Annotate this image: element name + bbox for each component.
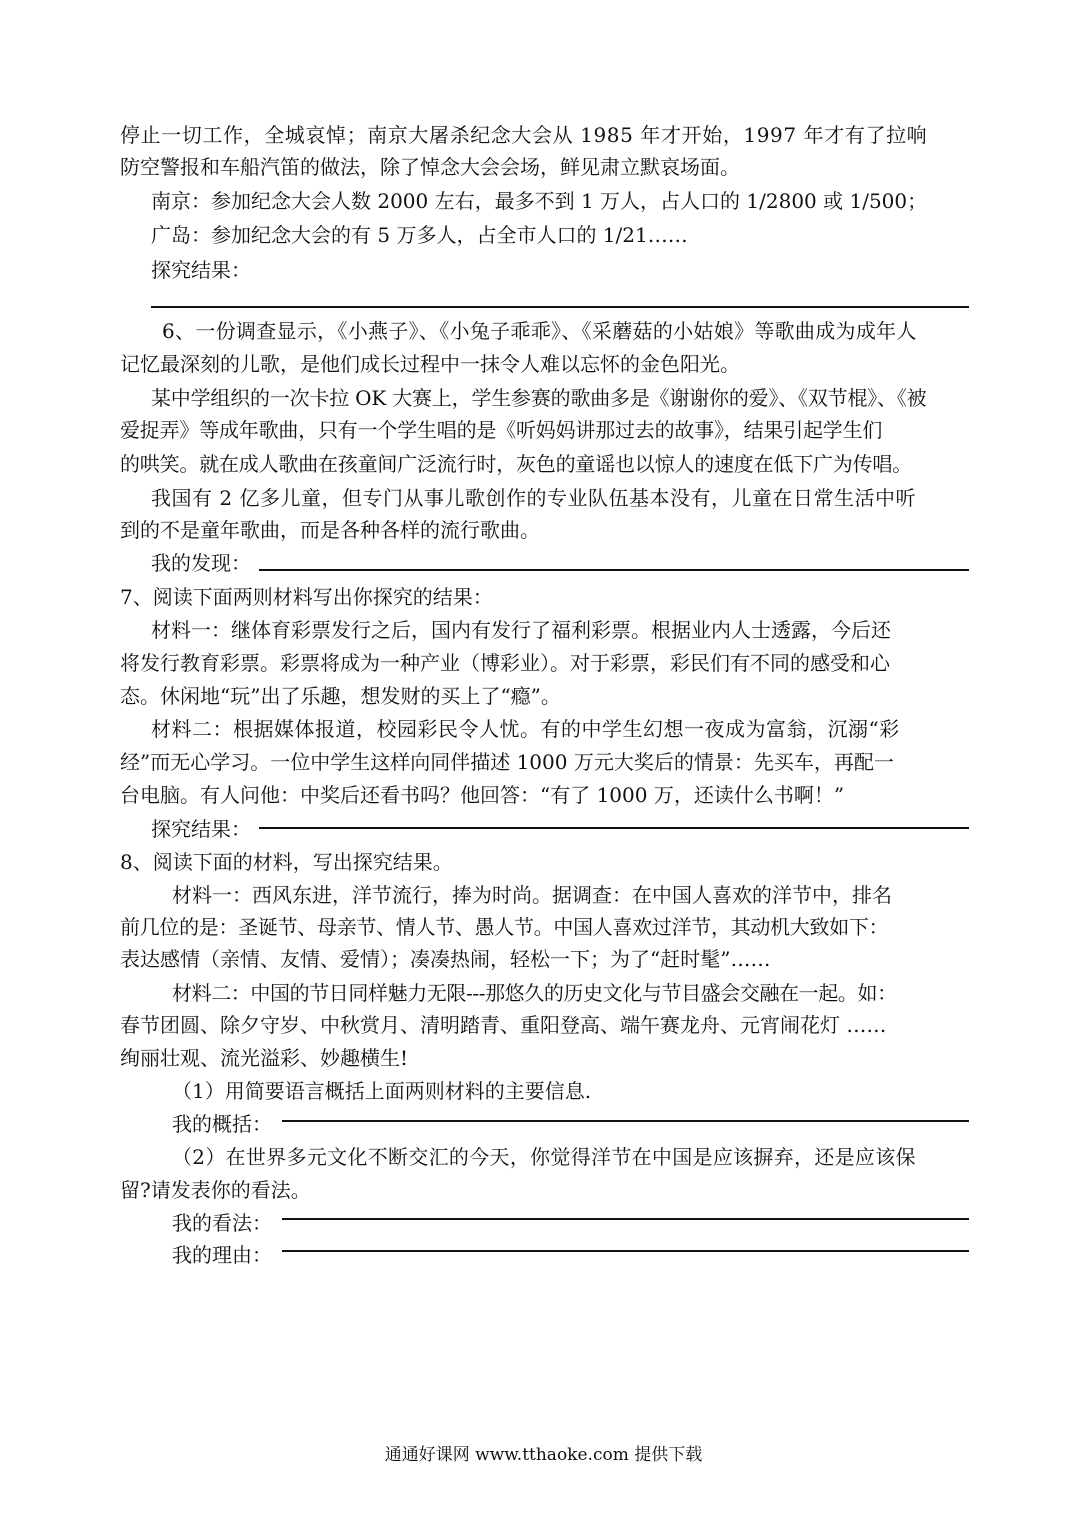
text-line: 态。休闲地“玩”出了乐趣，想发财的买上了“瘾”。	[120, 684, 561, 708]
question-6-text: 6、一份调查显示，《小燕子》、《小兔子乖乖》、《采蘑菇的小姑娘》等歌曲成为成年人	[162, 319, 917, 343]
text-line: 记忆最深刻的儿歌，是他们成长过程中一抹令人难以忘怀的金色阳光。	[120, 352, 740, 376]
text-line: 经”而无心学习。一位中学生这样向同伴描述 1000 万元大奖后的情景：先买车，再配一	[120, 750, 894, 774]
text-line: 材料一：西风东进，洋节流行，捧为时尚。据调查：在中国人喜欢的洋节中，排名	[172, 883, 892, 907]
answer-label: 我的发现：	[151, 551, 251, 575]
text-line: 停止一切工作，全城哀悼；南京大屠杀纪念大会从 1985 年才开始，1997 年才有了拉响	[120, 123, 928, 147]
sub-question-1: （1）用简要语言概括上面两则材料的主要信息.	[172, 1079, 592, 1103]
text-line: 某中学组织的一次卡拉 OK 大赛上，学生参赛的歌曲多是《谢谢你的爱》、《双节棍》、《被	[151, 386, 927, 410]
text-line: 材料一：继体育彩票发行之后，国内有发行了福利彩票。根据业内人士透露，今后还	[151, 618, 891, 642]
text-line: 我国有 2 亿多儿童，但专门从事儿歌创作的专业队伍基本没有，儿童在日常生活中听	[151, 486, 916, 510]
text-line: 台电脑。有人问他：中奖后还看书吗？他回答：“有了 1000 万，还读什么书啊！”	[120, 783, 845, 807]
answer-line[interactable]	[151, 306, 969, 308]
answer-line[interactable]	[282, 1120, 969, 1122]
answer-line[interactable]	[282, 1218, 969, 1220]
text-line: 广岛：参加纪念大会的有 5 万多人，占全市人口的 1/21……	[151, 223, 688, 247]
text-line: 将发行教育彩票。彩票将成为一种产业（博彩业）。对于彩票，彩民们有不同的感受和心	[120, 651, 890, 675]
answer-label: 探究结果：	[151, 817, 251, 841]
answer-label: 探究结果：	[151, 258, 251, 282]
text-line: 材料二：中国的节日同样魅力无限---那悠久的历史文化与节目盛会交融在一起。如：	[172, 981, 897, 1005]
text-line: 前几位的是：圣诞节、母亲节、情人节、愚人节。中国人喜欢过洋节，其动机大致如下：	[120, 915, 889, 939]
text-line: 的哄笑。就在成人歌曲在孩童间广泛流行时，灰色的童谣也以惊人的速度在低下广为传唱。	[120, 452, 912, 476]
text-line: 防空警报和车船汽笛的做法，除了悼念大会会场，鲜见肃立默哀场面。	[120, 155, 740, 179]
answer-label: 我的看法：	[172, 1211, 272, 1235]
question-8-text: 8、阅读下面的材料，写出探究结果。	[120, 850, 453, 874]
text-line: 绚丽壮观、流光溢彩、妙趣横生!	[120, 1046, 409, 1070]
answer-line[interactable]	[259, 569, 969, 571]
text-line: 留?请发表你的看法。	[120, 1178, 311, 1202]
answer-line[interactable]	[282, 1250, 969, 1252]
text-line: 到的不是童年歌曲，而是各种各样的流行歌曲。	[120, 518, 540, 542]
question-7-text: 7、阅读下面两则材料写出你探究的结果：	[120, 585, 493, 609]
page-footer: 通通好课网 www.tthaoke.com 提供下载	[384, 1445, 703, 1465]
text-line: 爱捉弄》等成年歌曲，只有一个学生唱的是《听妈妈讲那过去的故事》，结果引起学生们	[120, 418, 883, 442]
text-line: 南京：参加纪念大会人数 2000 左右，最多不到 1 万人，占人口的 1/2800 或 1/500；	[151, 189, 928, 213]
answer-line[interactable]	[259, 827, 969, 829]
text-line: 春节团圆、除夕守岁、中秋赏月、清明踏青、重阳登高、端午赛龙舟、元宵闹花灯 ……	[120, 1013, 887, 1037]
answer-label: 我的概括：	[172, 1112, 272, 1136]
text-line: 表达感情（亲情、友情、爱情）；凑凑热闹，轻松一下；为了“赶时髦”……	[120, 947, 771, 971]
sub-question-2: （2）在世界多元文化不断交汇的今天，你觉得洋节在中国是应该摒弃，还是应该保	[172, 1145, 916, 1169]
text-line: 材料二：根据媒体报道，校园彩民令人忧。有的中学生幻想一夜成为富翁，沉溺“彩	[151, 717, 900, 741]
answer-label: 我的理由：	[172, 1243, 272, 1267]
